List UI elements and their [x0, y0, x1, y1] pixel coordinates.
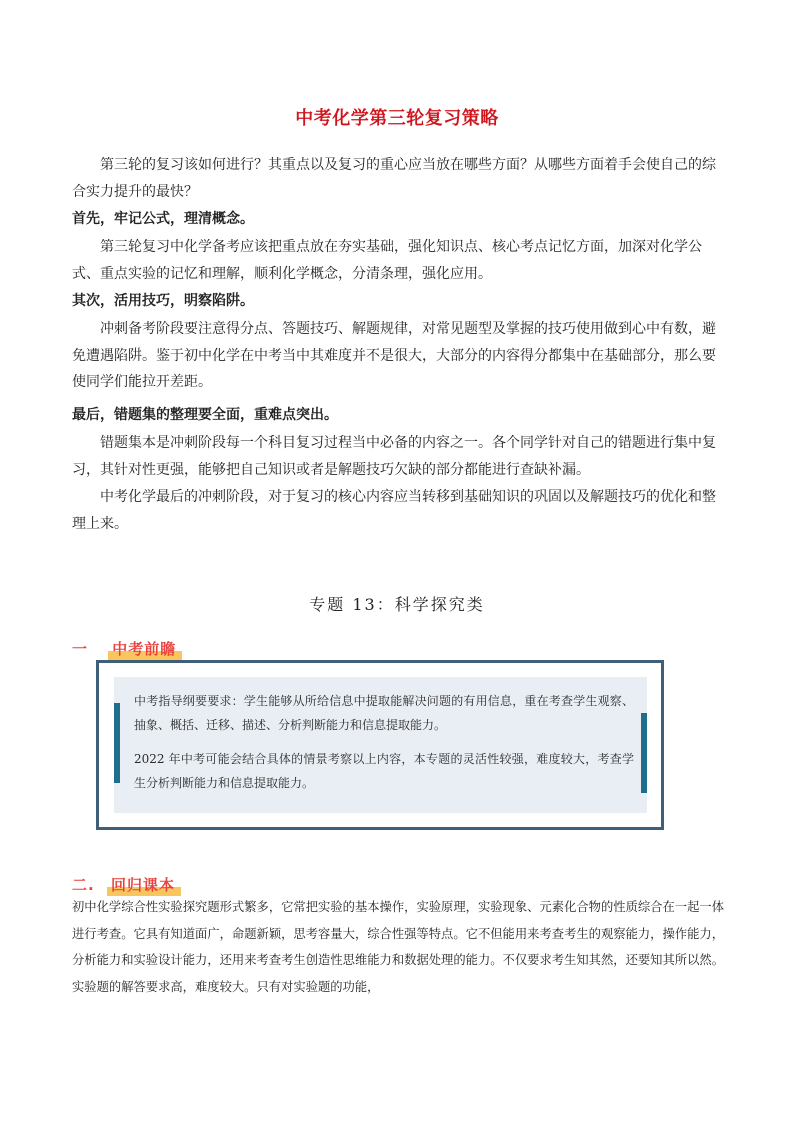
- section2-title: 回归课本: [110, 876, 175, 894]
- point3-paragraph: 错题集本是冲刺阶段每一个科目复习过程当中必备的内容之一。各个同学针对自己的错题进行集中复习，其针对性更强，能够把自己知识或者是解题技巧欠缺的部分都能进行查缺补漏。: [72, 435, 716, 478]
- exam-outlook-box: [96, 660, 664, 830]
- section2-paragraph: 初中化学综合性实验探究题形式繁多，它常把实验的基本操作，实验原理，实验现象、元素化合物的性质综合在一起一体进行考查。它具有知道面广，命题新颖，思考容量大，综合性强等特点。它不但能用来考查考生的观察能力，操作能力，分析能力和实验设计能力，还用来考查考生创造性思维能力和数据处理的能力。不仅要求考生知其然，还要知其所以然。实验题的解答要求高，难度较大。只有对实验题的功能，: [72, 900, 724, 994]
- point1-paragraph: 第三轮复习中化学备考应该把重点放在夯实基础，强化知识点、核心考点记忆方面，加深对化学公式、重点实验的记忆和理解，顺利化学概念，分清条理，强化应用。: [72, 239, 702, 282]
- point1-heading: 首先，牢记公式，理清概念。: [72, 211, 254, 227]
- section1-title: 中考前瞻: [112, 640, 177, 658]
- section2-heading: [72, 874, 175, 895]
- exam-outlook-text: [134, 689, 634, 805]
- outlook-paragraph-2: 2022 年中考可能会结合具体的情景考察以上内容，本专题的灵活性较强，难度较大，考查学生分析判断能力和信息提取能力。: [134, 752, 634, 790]
- box-left-accent-bar: [114, 703, 120, 783]
- page-title: 中考化学第三轮复习策略: [295, 108, 499, 129]
- exam-outlook-box-inner: [114, 677, 647, 813]
- section1-heading: [72, 638, 176, 659]
- box-right-accent-bar: [641, 713, 647, 793]
- section2-number: 二.: [72, 876, 95, 894]
- point2-heading: 其次，活用技巧，明察陷阱。: [72, 293, 254, 309]
- intro-paragraph: 第三轮的复习该如何进行？其重点以及复习的重心应当放在哪些方面？从哪些方面着手会使自己的综合实力提升的最快？: [72, 157, 716, 200]
- topic-title: 专题 13：科学探究类: [309, 595, 485, 614]
- section1-number: 一: [72, 640, 89, 658]
- closing-paragraph: 中考化学最后的冲刺阶段，对于复习的核心内容应当转移到基础知识的巩固以及解题技巧的优化和整理上来。: [72, 489, 716, 532]
- point3-heading: 最后，错题集的整理要全面，重难点突出。: [72, 407, 338, 423]
- outlook-paragraph-1: 中考指导纲要要求：学生能够从所给信息中提取能解决问题的有用信息，重在考查学生观察、抽象、概括、迁移、描述、分析判断能力和信息提取能力。: [134, 694, 634, 732]
- point2-paragraph: 冲刺备考阶段要注意得分点、答题技巧、解题规律，对常见题型及掌握的技巧使用做到心中有数，避免遭遇陷阱。鉴于初中化学在中考当中其难度并不是很大，大部分的内容得分都集中在基础部分，那么要使同学们能拉开差距。: [72, 321, 716, 390]
